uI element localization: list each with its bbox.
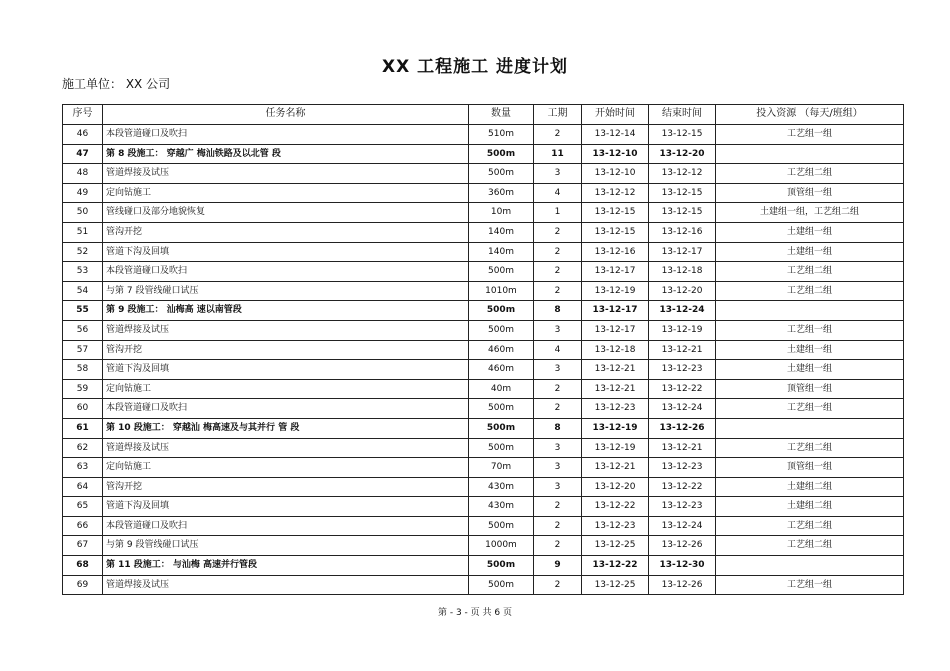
cell-duration: 3 [534, 164, 582, 184]
cell-quantity: 140m [469, 242, 534, 262]
cell-end-time: 13-12-21 [649, 340, 716, 360]
cell-start-time: 13-12-21 [582, 458, 649, 478]
table-row [63, 164, 904, 184]
cell-task-name: 本段管道碰口及吹扫 [103, 516, 469, 536]
cell-seq: 52 [63, 242, 103, 262]
table-row [63, 262, 904, 282]
table-row [63, 203, 904, 223]
cell-resources: 土建组二组 [716, 477, 904, 497]
cell-task-name: 管沟开挖 [103, 222, 469, 242]
cell-start-time: 13-12-18 [582, 340, 649, 360]
cell-start-time: 13-12-23 [582, 399, 649, 419]
table-row [63, 340, 904, 360]
cell-resources: 工艺组二组 [716, 262, 904, 282]
cell-task-name: 本段管道碰口及吹扫 [103, 399, 469, 419]
cell-start-time: 13-12-17 [582, 262, 649, 282]
cell-duration: 3 [534, 477, 582, 497]
cell-start-time: 13-12-21 [582, 379, 649, 399]
cell-start-time: 13-12-10 [582, 164, 649, 184]
cell-end-time: 13-12-23 [649, 360, 716, 380]
cell-end-time: 13-12-20 [649, 281, 716, 301]
cell-quantity: 1010m [469, 281, 534, 301]
cell-seq: 58 [63, 360, 103, 380]
cell-quantity: 10m [469, 203, 534, 223]
cell-duration: 2 [534, 379, 582, 399]
header-end-time: 结束时间 [649, 105, 716, 125]
cell-resources: 工艺组一组 [716, 320, 904, 340]
header-task-name: 任务名称 [103, 105, 469, 125]
table-body [63, 125, 904, 595]
cell-duration: 4 [534, 340, 582, 360]
cell-start-time: 13-12-22 [582, 497, 649, 517]
cell-start-time: 13-12-21 [582, 360, 649, 380]
cell-end-time: 13-12-24 [649, 301, 716, 321]
table-row [63, 301, 904, 321]
table-row [63, 379, 904, 399]
cell-seq: 69 [63, 575, 103, 595]
cell-resources: 顶管组一组 [716, 458, 904, 478]
cell-seq: 57 [63, 340, 103, 360]
table-row [63, 125, 904, 145]
cell-quantity: 500m [469, 438, 534, 458]
cell-task-name: 第 9 段施工： 汕梅高 速以南管段 [103, 301, 469, 321]
cell-end-time: 13-12-22 [649, 379, 716, 399]
cell-end-time: 13-12-23 [649, 497, 716, 517]
cell-seq: 56 [63, 320, 103, 340]
cell-duration: 2 [534, 516, 582, 536]
cell-end-time: 13-12-26 [649, 575, 716, 595]
cell-resources: 工艺组一组 [716, 399, 904, 419]
construction-unit-label: 施工单位： XX 公司 [62, 77, 171, 91]
cell-start-time: 13-12-20 [582, 477, 649, 497]
schedule-table [62, 104, 904, 595]
page-footer: 第 - 3 - 页 共 6 页 [438, 608, 512, 618]
cell-task-name: 管道焊接及试压 [103, 320, 469, 340]
table-row [63, 458, 904, 478]
cell-duration: 2 [534, 281, 582, 301]
cell-end-time: 13-12-15 [649, 203, 716, 223]
cell-quantity: 40m [469, 379, 534, 399]
cell-end-time: 13-12-26 [649, 418, 716, 438]
cell-end-time: 13-12-24 [649, 399, 716, 419]
cell-resources: 工艺组二组 [716, 281, 904, 301]
cell-resources: 土建组一组 [716, 340, 904, 360]
cell-quantity: 460m [469, 360, 534, 380]
cell-duration: 2 [534, 262, 582, 282]
cell-quantity: 500m [469, 320, 534, 340]
cell-quantity: 500m [469, 399, 534, 419]
cell-duration: 2 [534, 222, 582, 242]
cell-start-time: 13-12-10 [582, 144, 649, 164]
cell-task-name: 管道焊接及试压 [103, 575, 469, 595]
cell-seq: 47 [63, 144, 103, 164]
table-row [63, 418, 904, 438]
table-row [63, 144, 904, 164]
cell-seq: 61 [63, 418, 103, 438]
cell-quantity: 140m [469, 222, 534, 242]
cell-duration: 1 [534, 203, 582, 223]
cell-end-time: 13-12-20 [649, 144, 716, 164]
cell-duration: 3 [534, 360, 582, 380]
cell-end-time: 13-12-15 [649, 183, 716, 203]
table-row [63, 399, 904, 419]
cell-end-time: 13-12-16 [649, 222, 716, 242]
cell-seq: 68 [63, 556, 103, 576]
cell-seq: 63 [63, 458, 103, 478]
cell-end-time: 13-12-22 [649, 477, 716, 497]
cell-resources: 工艺组一组 [716, 575, 904, 595]
cell-task-name: 定向钻施工 [103, 379, 469, 399]
cell-start-time: 13-12-19 [582, 281, 649, 301]
table-row [63, 320, 904, 340]
cell-start-time: 13-12-25 [582, 575, 649, 595]
cell-resources: 工艺组二组 [716, 164, 904, 184]
cell-seq: 53 [63, 262, 103, 282]
table-row [63, 281, 904, 301]
cell-duration: 2 [534, 399, 582, 419]
cell-end-time: 13-12-18 [649, 262, 716, 282]
table-row [63, 536, 904, 556]
cell-resources [716, 301, 904, 321]
cell-start-time: 13-12-14 [582, 125, 649, 145]
cell-end-time: 13-12-24 [649, 516, 716, 536]
cell-resources: 顶管组一组 [716, 183, 904, 203]
cell-task-name: 定向钻施工 [103, 458, 469, 478]
cell-resources: 土建组一组 [716, 242, 904, 262]
cell-quantity: 500m [469, 556, 534, 576]
cell-task-name: 管沟开挖 [103, 477, 469, 497]
cell-task-name: 与第 7 段管线碰口试压 [103, 281, 469, 301]
cell-seq: 54 [63, 281, 103, 301]
cell-start-time: 13-12-15 [582, 222, 649, 242]
document-title: XX 工程施工 进度计划 [381, 57, 569, 77]
cell-task-name: 与第 9 段管线碰口试压 [103, 536, 469, 556]
cell-resources [716, 418, 904, 438]
cell-task-name: 管道焊接及试压 [103, 164, 469, 184]
cell-start-time: 13-12-23 [582, 516, 649, 536]
cell-task-name: 本段管道碰口及吹扫 [103, 262, 469, 282]
cell-duration: 8 [534, 418, 582, 438]
cell-task-name: 管道下沟及回填 [103, 497, 469, 517]
cell-task-name: 管道下沟及回填 [103, 360, 469, 380]
cell-task-name: 第 8 段施工： 穿越广 梅汕铁路及以北管 段 [103, 144, 469, 164]
cell-duration: 3 [534, 320, 582, 340]
cell-task-name: 本段管道碰口及吹扫 [103, 125, 469, 145]
cell-quantity: 500m [469, 262, 534, 282]
cell-seq: 62 [63, 438, 103, 458]
cell-quantity: 500m [469, 144, 534, 164]
cell-duration: 2 [534, 125, 582, 145]
cell-duration: 11 [534, 144, 582, 164]
cell-end-time: 13-12-26 [649, 536, 716, 556]
cell-duration: 2 [534, 536, 582, 556]
cell-duration: 4 [534, 183, 582, 203]
cell-quantity: 510m [469, 125, 534, 145]
cell-start-time: 13-12-25 [582, 536, 649, 556]
cell-end-time: 13-12-15 [649, 125, 716, 145]
cell-quantity: 430m [469, 497, 534, 517]
table-row [63, 556, 904, 576]
cell-start-time: 13-12-22 [582, 556, 649, 576]
cell-resources: 工艺组一组 [716, 125, 904, 145]
cell-seq: 55 [63, 301, 103, 321]
cell-start-time: 13-12-17 [582, 320, 649, 340]
table-header-row [63, 105, 904, 125]
cell-task-name: 第 11 段施工： 与汕梅 高速并行管段 [103, 556, 469, 576]
cell-quantity: 500m [469, 575, 534, 595]
header-quantity: 数量 [469, 105, 534, 125]
cell-resources: 顶管组一组 [716, 379, 904, 399]
cell-task-name: 定向钻施工 [103, 183, 469, 203]
cell-end-time: 13-12-17 [649, 242, 716, 262]
cell-start-time: 13-12-15 [582, 203, 649, 223]
cell-resources: 土建组一组 [716, 360, 904, 380]
cell-seq: 50 [63, 203, 103, 223]
table-row [63, 516, 904, 536]
cell-duration: 2 [534, 497, 582, 517]
cell-quantity: 70m [469, 458, 534, 478]
table-row [63, 497, 904, 517]
header-seq: 序号 [63, 105, 103, 125]
cell-quantity: 500m [469, 516, 534, 536]
header-duration: 工期 [534, 105, 582, 125]
cell-seq: 51 [63, 222, 103, 242]
table-row [63, 438, 904, 458]
cell-resources [716, 556, 904, 576]
table-row [63, 575, 904, 595]
cell-task-name: 管线碰口及部分地貌恢复 [103, 203, 469, 223]
cell-seq: 46 [63, 125, 103, 145]
cell-task-name: 管道下沟及回填 [103, 242, 469, 262]
cell-end-time: 13-12-12 [649, 164, 716, 184]
cell-start-time: 13-12-16 [582, 242, 649, 262]
cell-seq: 48 [63, 164, 103, 184]
cell-resources: 工艺组二组 [716, 438, 904, 458]
cell-duration: 3 [534, 438, 582, 458]
cell-resources: 土建组一组 [716, 222, 904, 242]
cell-duration: 2 [534, 575, 582, 595]
cell-quantity: 360m [469, 183, 534, 203]
cell-resources: 工艺组二组 [716, 536, 904, 556]
cell-seq: 64 [63, 477, 103, 497]
cell-quantity: 500m [469, 301, 534, 321]
cell-resources: 土建组一组，工艺组二组 [716, 203, 904, 223]
cell-task-name: 第 10 段施工： 穿越汕 梅高速及与其并行 管 段 [103, 418, 469, 438]
cell-seq: 49 [63, 183, 103, 203]
cell-duration: 2 [534, 242, 582, 262]
cell-seq: 67 [63, 536, 103, 556]
cell-end-time: 13-12-19 [649, 320, 716, 340]
cell-quantity: 460m [469, 340, 534, 360]
cell-start-time: 13-12-19 [582, 438, 649, 458]
cell-start-time: 13-12-12 [582, 183, 649, 203]
cell-seq: 65 [63, 497, 103, 517]
header-start-time: 开始时间 [582, 105, 649, 125]
table-row [63, 222, 904, 242]
cell-start-time: 13-12-19 [582, 418, 649, 438]
cell-seq: 59 [63, 379, 103, 399]
cell-seq: 60 [63, 399, 103, 419]
cell-resources: 工艺组二组 [716, 516, 904, 536]
header-resources: 投入资源 （每天/班组） [716, 105, 904, 125]
table-row [63, 360, 904, 380]
cell-quantity: 430m [469, 477, 534, 497]
cell-end-time: 13-12-30 [649, 556, 716, 576]
table-row [63, 183, 904, 203]
cell-task-name: 管道焊接及试压 [103, 438, 469, 458]
cell-end-time: 13-12-23 [649, 458, 716, 478]
table-row [63, 242, 904, 262]
cell-quantity: 500m [469, 418, 534, 438]
cell-task-name: 管沟开挖 [103, 340, 469, 360]
cell-quantity: 500m [469, 164, 534, 184]
cell-resources [716, 144, 904, 164]
cell-duration: 8 [534, 301, 582, 321]
table-row [63, 477, 904, 497]
cell-resources: 土建组二组 [716, 497, 904, 517]
cell-seq: 66 [63, 516, 103, 536]
cell-duration: 3 [534, 458, 582, 478]
cell-duration: 9 [534, 556, 582, 576]
cell-start-time: 13-12-17 [582, 301, 649, 321]
cell-end-time: 13-12-21 [649, 438, 716, 458]
cell-quantity: 1000m [469, 536, 534, 556]
